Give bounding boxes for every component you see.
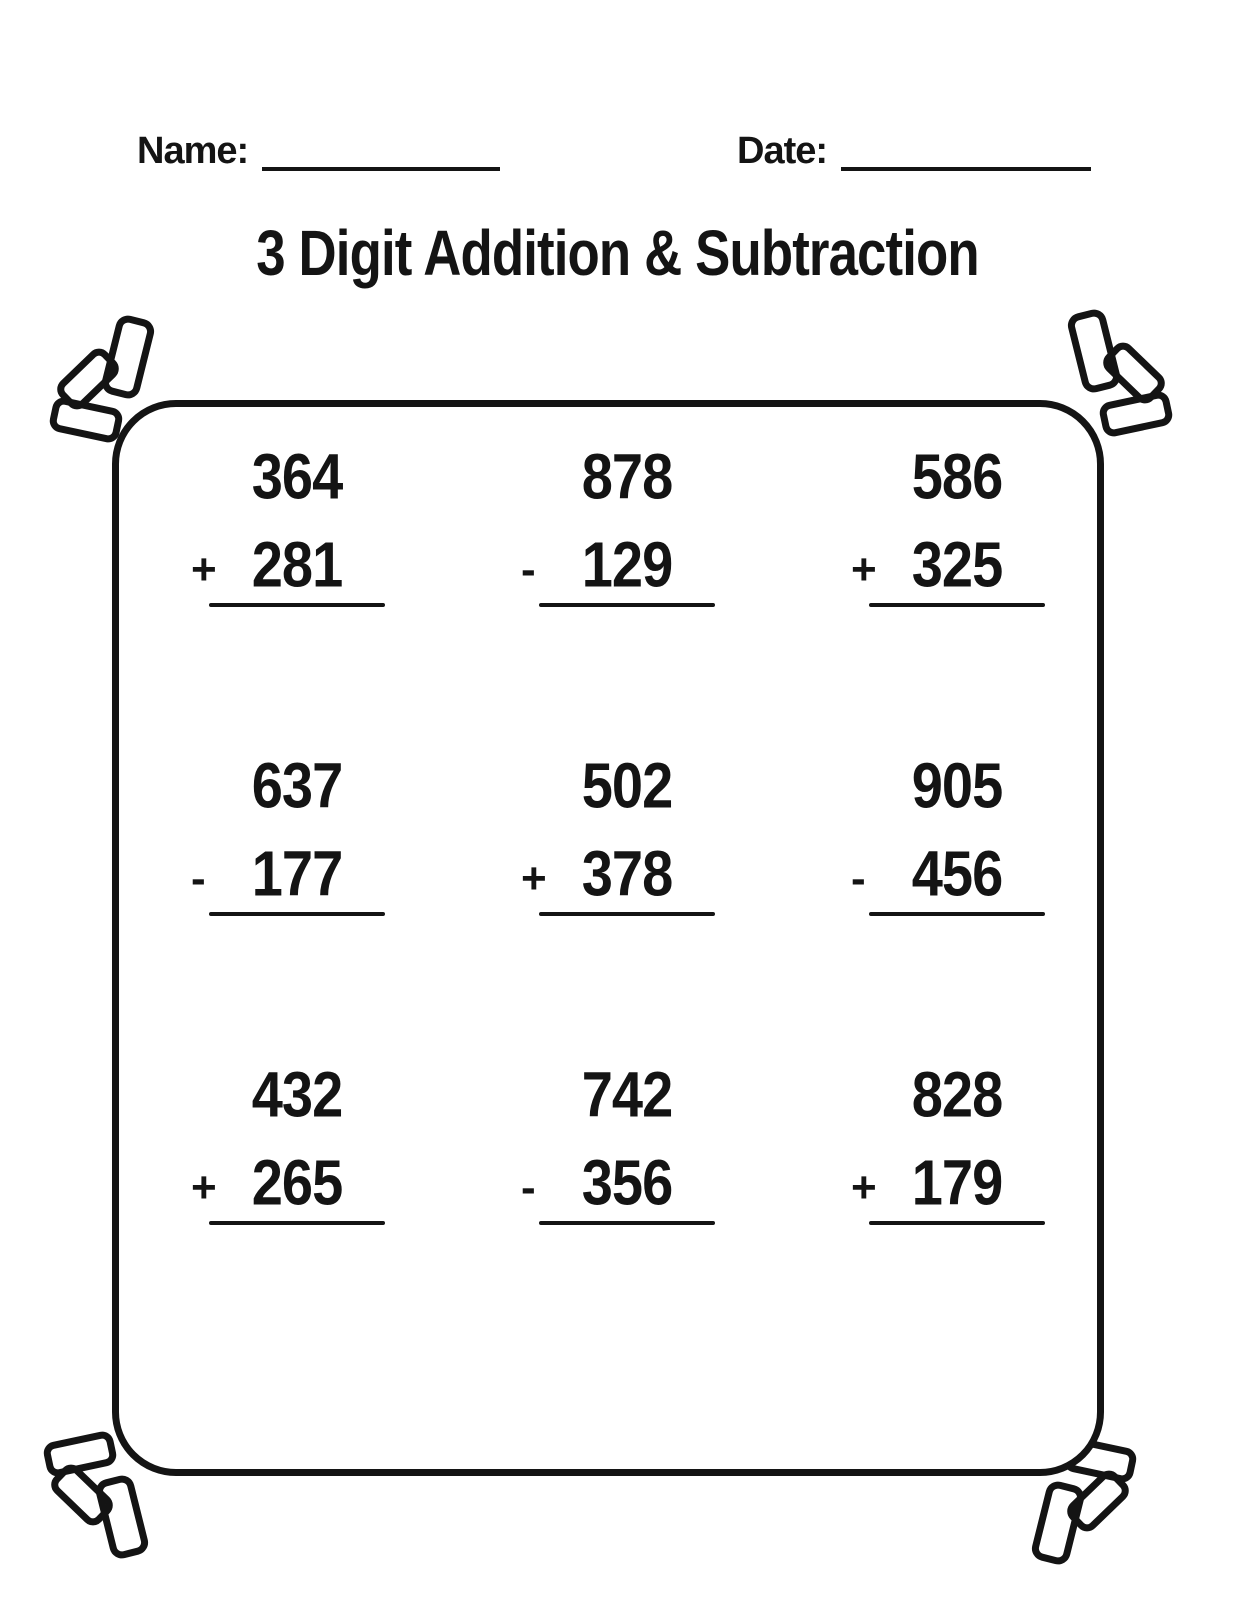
operand-row: [539, 440, 715, 539]
problem-2: [521, 440, 715, 607]
operand-bottom: 265: [251, 1146, 343, 1219]
answer-line: [869, 912, 1045, 916]
name-field: [137, 130, 500, 172]
operand-top: 637: [251, 749, 343, 822]
operator: +: [191, 545, 217, 594]
date-label: Date:: [737, 130, 828, 172]
operand-row: [521, 1146, 715, 1221]
operand-row: [869, 1058, 1045, 1157]
date-blank-line: [841, 167, 1091, 171]
operator: -: [191, 854, 206, 903]
answer-line: [209, 603, 385, 607]
operand-bottom: 356: [581, 1146, 673, 1219]
operand-row: [521, 837, 715, 912]
problem-7: [191, 1058, 385, 1225]
operand-row: [869, 440, 1045, 539]
operand-top: 364: [251, 440, 343, 513]
operand-top: 586: [911, 440, 1003, 513]
problem-5: [521, 749, 715, 916]
operand-row: [539, 1058, 715, 1157]
answer-line: [539, 603, 715, 607]
operand-top: 502: [581, 749, 673, 822]
operand-bottom: 179: [911, 1146, 1003, 1219]
operand-bottom: 378: [581, 837, 673, 910]
operand-row: [851, 1146, 1045, 1221]
operand-row: [209, 440, 385, 539]
operand-row: [851, 528, 1045, 603]
operator: +: [191, 1163, 217, 1212]
operand-bottom: 177: [251, 837, 343, 910]
answer-line: [539, 1221, 715, 1225]
operator: +: [851, 1163, 877, 1212]
operator: -: [521, 545, 536, 594]
operand-top: 828: [911, 1058, 1003, 1131]
operand-bottom: 281: [251, 528, 343, 601]
operand-row: [191, 528, 385, 603]
operator: +: [851, 545, 877, 594]
answer-line: [539, 912, 715, 916]
name-blank-line: [262, 167, 500, 171]
answer-line: [209, 912, 385, 916]
operand-row: [209, 749, 385, 848]
operand-row: [521, 528, 715, 603]
problem-8: [521, 1058, 715, 1225]
problem-1: [191, 440, 385, 607]
name-label: Name:: [137, 130, 249, 172]
operand-row: [851, 837, 1045, 912]
operand-row: [539, 749, 715, 848]
operand-row: [209, 1058, 385, 1157]
problem-4: [191, 749, 385, 916]
problems-grid: [119, 407, 1097, 1225]
problem-9: [851, 1058, 1045, 1225]
operator: -: [851, 854, 866, 903]
worksheet-title: 3 Digit Addition & Subtraction: [256, 217, 980, 289]
operand-top: 432: [251, 1058, 343, 1131]
operand-bottom: 129: [581, 528, 673, 601]
problem-3: [851, 440, 1045, 607]
problem-6: [851, 749, 1045, 916]
operator: +: [521, 854, 547, 903]
operator: -: [521, 1163, 536, 1212]
operand-row: [191, 1146, 385, 1221]
answer-line: [869, 1221, 1045, 1225]
operand-bottom: 325: [911, 528, 1003, 601]
operand-top: 905: [911, 749, 1003, 822]
worksheet-frame: [112, 400, 1104, 1476]
operand-bottom: 456: [911, 837, 1003, 910]
operand-row: [191, 837, 385, 912]
date-field: [737, 130, 1091, 172]
answer-line: [209, 1221, 385, 1225]
operand-row: [869, 749, 1045, 848]
operand-top: 878: [581, 440, 673, 513]
operand-top: 742: [581, 1058, 673, 1131]
title-wrap: [0, 217, 1236, 289]
answer-line: [869, 603, 1045, 607]
